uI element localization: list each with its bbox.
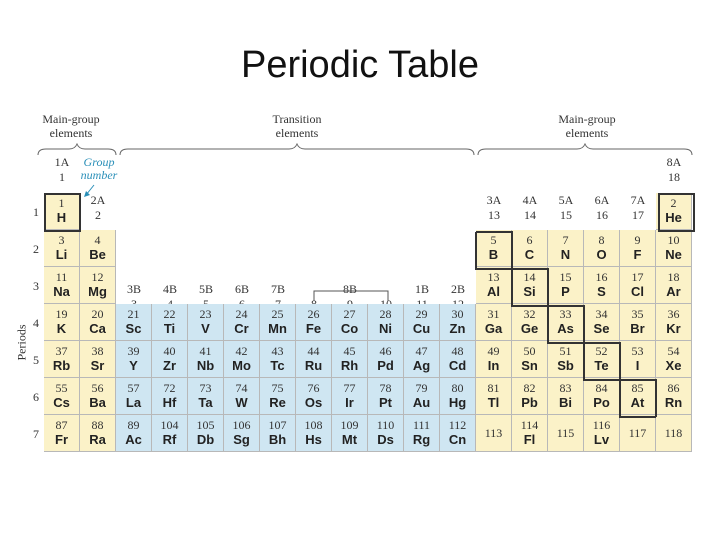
element-cell [224,304,260,341]
atomic-number: 35 [631,307,644,321]
atomic-number: 29 [415,307,428,321]
element-symbol: Cs [53,395,70,410]
period-number-2: 2 [33,242,39,256]
group-label-17 [620,193,656,223]
group-label-a: 6A [594,193,610,207]
element-symbol: H [56,210,67,225]
group-8b-bracket [312,289,392,303]
group-label-a: 8B [342,282,357,296]
group-label-1 [44,155,80,185]
group-label-a: 2A [90,193,106,207]
atomic-number: 117 [628,426,647,440]
element-cell [44,341,80,378]
element-symbol: Rf [162,432,177,447]
atomic-number: 109 [340,418,359,432]
group-label-a: 1A [54,155,70,169]
atomic-number: 112 [448,418,467,432]
atomic-number: 81 [487,381,500,395]
element-symbol: Hs [305,432,322,447]
element-cell [368,341,404,378]
group-label-14 [512,193,548,223]
element-symbol: As [557,321,574,336]
atomic-number: 116 [592,418,611,432]
element-cell [80,304,116,341]
group-label-a: 2B [450,282,465,296]
atomic-number: 42 [235,344,248,358]
element-cell [152,378,188,415]
atomic-number: 79 [415,381,428,395]
atomic-number: 110 [376,418,395,432]
element-cell [224,341,260,378]
element-symbol: Po [593,395,610,410]
group-label-15 [548,193,584,223]
group-label-b: 13 [488,208,500,222]
element-cell [80,267,116,304]
group-label-a: 3B [126,282,141,296]
group-label-b: 14 [524,208,536,222]
atomic-number: 106 [232,418,251,432]
atomic-number: 41 [199,344,212,358]
atomic-number: 78 [379,381,392,395]
atomic-number: 107 [268,418,287,432]
element-symbol: Rg [412,432,431,447]
atomic-number: 82 [523,381,536,395]
element-symbol: Be [89,247,106,262]
group-number-note: Group number [80,155,118,182]
atomic-number: 15 [559,270,572,284]
element-symbol: Re [269,395,286,410]
element-symbol: Ru [304,358,323,373]
element-cell [44,230,80,267]
element-symbol: Si [523,284,536,299]
element-symbol: Lv [593,432,610,447]
element-symbol: Tl [487,395,500,410]
element-symbol: Ge [520,321,539,336]
element-symbol: Ir [345,395,354,410]
atomic-number: 18 [667,270,680,284]
header-main-group-right: Main-group elements [558,112,616,140]
atomic-number: 33 [559,307,572,321]
element-symbol: Fl [523,432,536,447]
atomic-number: 114 [520,418,539,432]
atomic-number: 26 [307,307,320,321]
atomic-number: 39 [127,344,140,358]
atomic-number: 44 [307,344,320,358]
atomic-number: 25 [271,307,284,321]
atomic-number: 75 [271,381,284,395]
element-symbol: Bh [268,432,287,447]
atomic-number: 47 [415,344,428,358]
element-symbol: Ga [484,321,503,336]
element-symbol: At [630,395,645,410]
element-symbol: Ti [163,321,176,336]
element-cell [152,304,188,341]
element-cell [224,378,260,415]
atomic-number: 45 [343,344,356,358]
atomic-number: 14 [523,270,536,284]
atomic-number: 36 [667,307,680,321]
element-cell [152,415,188,452]
atomic-number: 12 [91,270,104,284]
element-symbol: S [597,284,606,299]
element-symbol: Fr [55,432,68,447]
element-symbol: Mt [341,432,358,447]
period-number-5: 5 [33,353,39,367]
element-symbol: Pt [379,395,392,410]
atomic-number: 7 [562,233,569,247]
atomic-number: 51 [559,344,572,358]
element-symbol: Sr [90,358,105,373]
atomic-number: 28 [379,307,392,321]
element-cell [116,304,152,341]
element-symbol: Rb [52,358,71,373]
atomic-number: 48 [451,344,464,358]
group-label-a: 1B [414,282,429,296]
atomic-number: 24 [235,307,248,321]
element-symbol: Fe [305,321,322,336]
group-label-2 [80,193,116,223]
element-symbol: Ac [125,432,142,447]
element-symbol: Zn [449,321,466,336]
element-symbol: P [561,284,570,299]
element-cell [404,378,440,415]
atomic-number: 9 [634,233,641,247]
element-symbol: Te [594,358,609,373]
group-label-a: 5A [558,193,574,207]
element-symbol: C [524,247,535,262]
element-cell [188,304,224,341]
element-symbol: Kr [666,321,681,336]
element-cell [188,378,224,415]
group-label-b: 1 [59,170,65,184]
element-symbol: Rn [664,395,683,410]
atomic-number: 87 [55,418,68,432]
element-cell [44,378,80,415]
header-main-group-left: Main-group elements [42,112,100,140]
element-cell [80,378,116,415]
element-cell [296,341,332,378]
element-symbol: Pd [377,358,394,373]
atomic-number: 40 [163,344,176,358]
element-symbol: Nb [196,358,215,373]
element-symbol: B [488,247,499,262]
atomic-number: 34 [595,307,608,321]
element-cell [260,378,296,415]
period-number-1: 1 [33,205,39,219]
element-cell [404,304,440,341]
element-cell [296,415,332,452]
atomic-number: 23 [199,307,212,321]
atomic-number: 21 [127,307,140,321]
period-number-6: 6 [33,390,39,404]
atomic-number: 53 [631,344,644,358]
element-symbol: Y [129,358,138,373]
atomic-number: 77 [343,381,356,395]
element-symbol: Cr [234,321,249,336]
atomic-number: 2 [670,196,677,210]
element-cell [44,415,80,452]
atomic-number: 74 [235,381,248,395]
he-outline [658,193,695,232]
atomic-number: 4 [94,233,101,247]
element-cell [152,341,188,378]
element-symbol: Rh [340,358,359,373]
element-symbol: V [201,321,210,336]
atomic-number: 8 [598,233,605,247]
element-symbol: Mg [88,284,107,299]
element-cell [404,341,440,378]
element-cell [188,415,224,452]
atomic-number: 16 [595,270,608,284]
element-cell [296,378,332,415]
h-outline [44,193,81,232]
element-symbol: Ra [89,432,106,447]
atomic-number: 113 [484,426,503,440]
atomic-number: 56 [91,381,104,395]
element-cell [80,341,116,378]
atomic-number: 20 [91,307,104,321]
group-label-b: 15 [560,208,572,222]
element-symbol: Ba [89,395,106,410]
group-label-a: 7A [630,193,646,207]
element-symbol: Au [412,395,431,410]
atomic-number: 1 [58,196,65,210]
atomic-number: 11 [55,270,68,284]
element-symbol: Cn [448,432,467,447]
element-symbol: Hf [162,395,177,410]
element-cell [332,304,368,341]
element-symbol: Sn [521,358,538,373]
header-transition: Transition elements [272,112,322,140]
atomic-number: 19 [55,307,68,321]
element-cell [332,341,368,378]
atomic-number: 86 [667,381,680,395]
atomic-number: 38 [91,344,104,358]
element-symbol: I [635,358,640,373]
atomic-number: 54 [667,344,680,358]
element-symbol: Tc [270,358,285,373]
atomic-number: 10 [667,233,680,247]
element-symbol: Mo [232,358,251,373]
element-symbol: Pb [521,395,538,410]
atomic-number: 43 [271,344,284,358]
group-label-b: 2 [95,208,101,222]
element-symbol: Ds [377,432,394,447]
element-symbol: In [487,358,500,373]
element-symbol: Mn [268,321,287,336]
element-symbol: Sb [557,358,574,373]
atomic-number: 80 [451,381,464,395]
element-symbol: Cu [412,321,431,336]
periods-axis-label: Periods [14,324,29,361]
atomic-number: 52 [595,344,608,358]
group-label-13 [476,193,512,223]
element-cell [80,230,116,267]
element-symbol: Ni [379,321,392,336]
period-number-3: 3 [33,279,39,293]
group-label-a: 5B [198,282,213,296]
atomic-number: 111 [412,418,431,432]
atomic-number: 115 [556,426,575,440]
element-symbol: Li [55,247,68,262]
group-label-a: 3A [486,193,502,207]
atomic-number: 22 [163,307,176,321]
element-symbol: Xe [665,358,682,373]
element-symbol: Db [196,432,215,447]
atomic-number: 73 [199,381,212,395]
element-cell [368,304,404,341]
atomic-number: 108 [304,418,323,432]
element-symbol: Sg [233,432,250,447]
element-symbol: Na [53,284,70,299]
atomic-number: 32 [523,307,536,321]
atomic-number: 27 [343,307,356,321]
element-symbol: O [596,247,607,262]
atomic-number: 72 [163,381,176,395]
element-symbol: Ne [665,247,682,262]
element-cell [116,378,152,415]
group-label-16 [584,193,620,223]
page-title: Periodic Table [240,44,479,86]
atomic-number: 49 [487,344,500,358]
group-label-a: 7B [270,282,285,296]
element-symbol: Ta [198,395,213,410]
group-label-a: 4A [522,193,538,207]
element-cell [44,267,80,304]
atomic-number: 6 [526,233,533,247]
element-cell [80,415,116,452]
element-symbol: K [56,321,67,336]
element-symbol: Ca [89,321,106,336]
group-label-a: 8A [666,155,682,169]
element-symbol: Co [340,321,359,336]
element-symbol: Zr [163,358,176,373]
atomic-number: 17 [631,270,644,284]
atomic-number: 88 [91,418,104,432]
element-cell [260,415,296,452]
element-symbol: He [665,210,682,225]
element-symbol: Bi [559,395,572,410]
group-label-b: 17 [632,208,644,222]
metalloid-staircase [470,230,700,470]
element-symbol: Cl [631,284,644,299]
element-cell [368,378,404,415]
atomic-number: 104 [160,418,179,432]
atomic-number: 55 [55,381,68,395]
element-cell [224,415,260,452]
group-label-a: 4B [162,282,177,296]
atomic-number: 83 [559,381,572,395]
brace-center [118,143,476,157]
element-cell [116,415,152,452]
atomic-number: 76 [307,381,320,395]
atomic-number: 37 [55,344,68,358]
atomic-number: 50 [523,344,536,358]
element-symbol: Al [487,284,500,299]
element-symbol: La [125,395,142,410]
element-cell [332,415,368,452]
element-symbol: Os [304,395,323,410]
atomic-number: 105 [196,418,215,432]
element-cell [332,378,368,415]
group-label-a: 6B [234,282,249,296]
atomic-number: 89 [127,418,140,432]
atomic-number: 84 [595,381,608,395]
element-symbol: Ar [666,284,681,299]
element-cell [44,304,80,341]
atomic-number: 5 [490,233,497,247]
atomic-number: 85 [631,381,644,395]
atomic-number: 31 [487,307,500,321]
element-cell [368,415,404,452]
element-symbol: F [633,247,642,262]
atomic-number: 57 [127,381,140,395]
element-symbol: Cd [448,358,467,373]
element-symbol: Br [630,321,645,336]
atomic-number: 3 [58,233,65,247]
group-label-18 [656,155,692,185]
period-number-7: 7 [33,427,39,441]
group-label-b: 18 [668,170,680,184]
element-cell [116,341,152,378]
element-symbol: N [560,247,571,262]
element-cell [296,304,332,341]
element-symbol: Hg [448,395,467,410]
element-cell [404,415,440,452]
atomic-number: 118 [664,426,683,440]
atomic-number: 46 [379,344,392,358]
atomic-number: 13 [487,270,500,284]
group-label-b: 16 [596,208,608,222]
element-cell [260,304,296,341]
atomic-number: 30 [451,307,464,321]
element-cell [260,341,296,378]
element-cell [188,341,224,378]
element-symbol: Sc [125,321,142,336]
element-symbol: Se [593,321,610,336]
period-number-4: 4 [33,316,39,330]
element-symbol: Ag [412,358,431,373]
element-symbol: W [235,395,248,410]
